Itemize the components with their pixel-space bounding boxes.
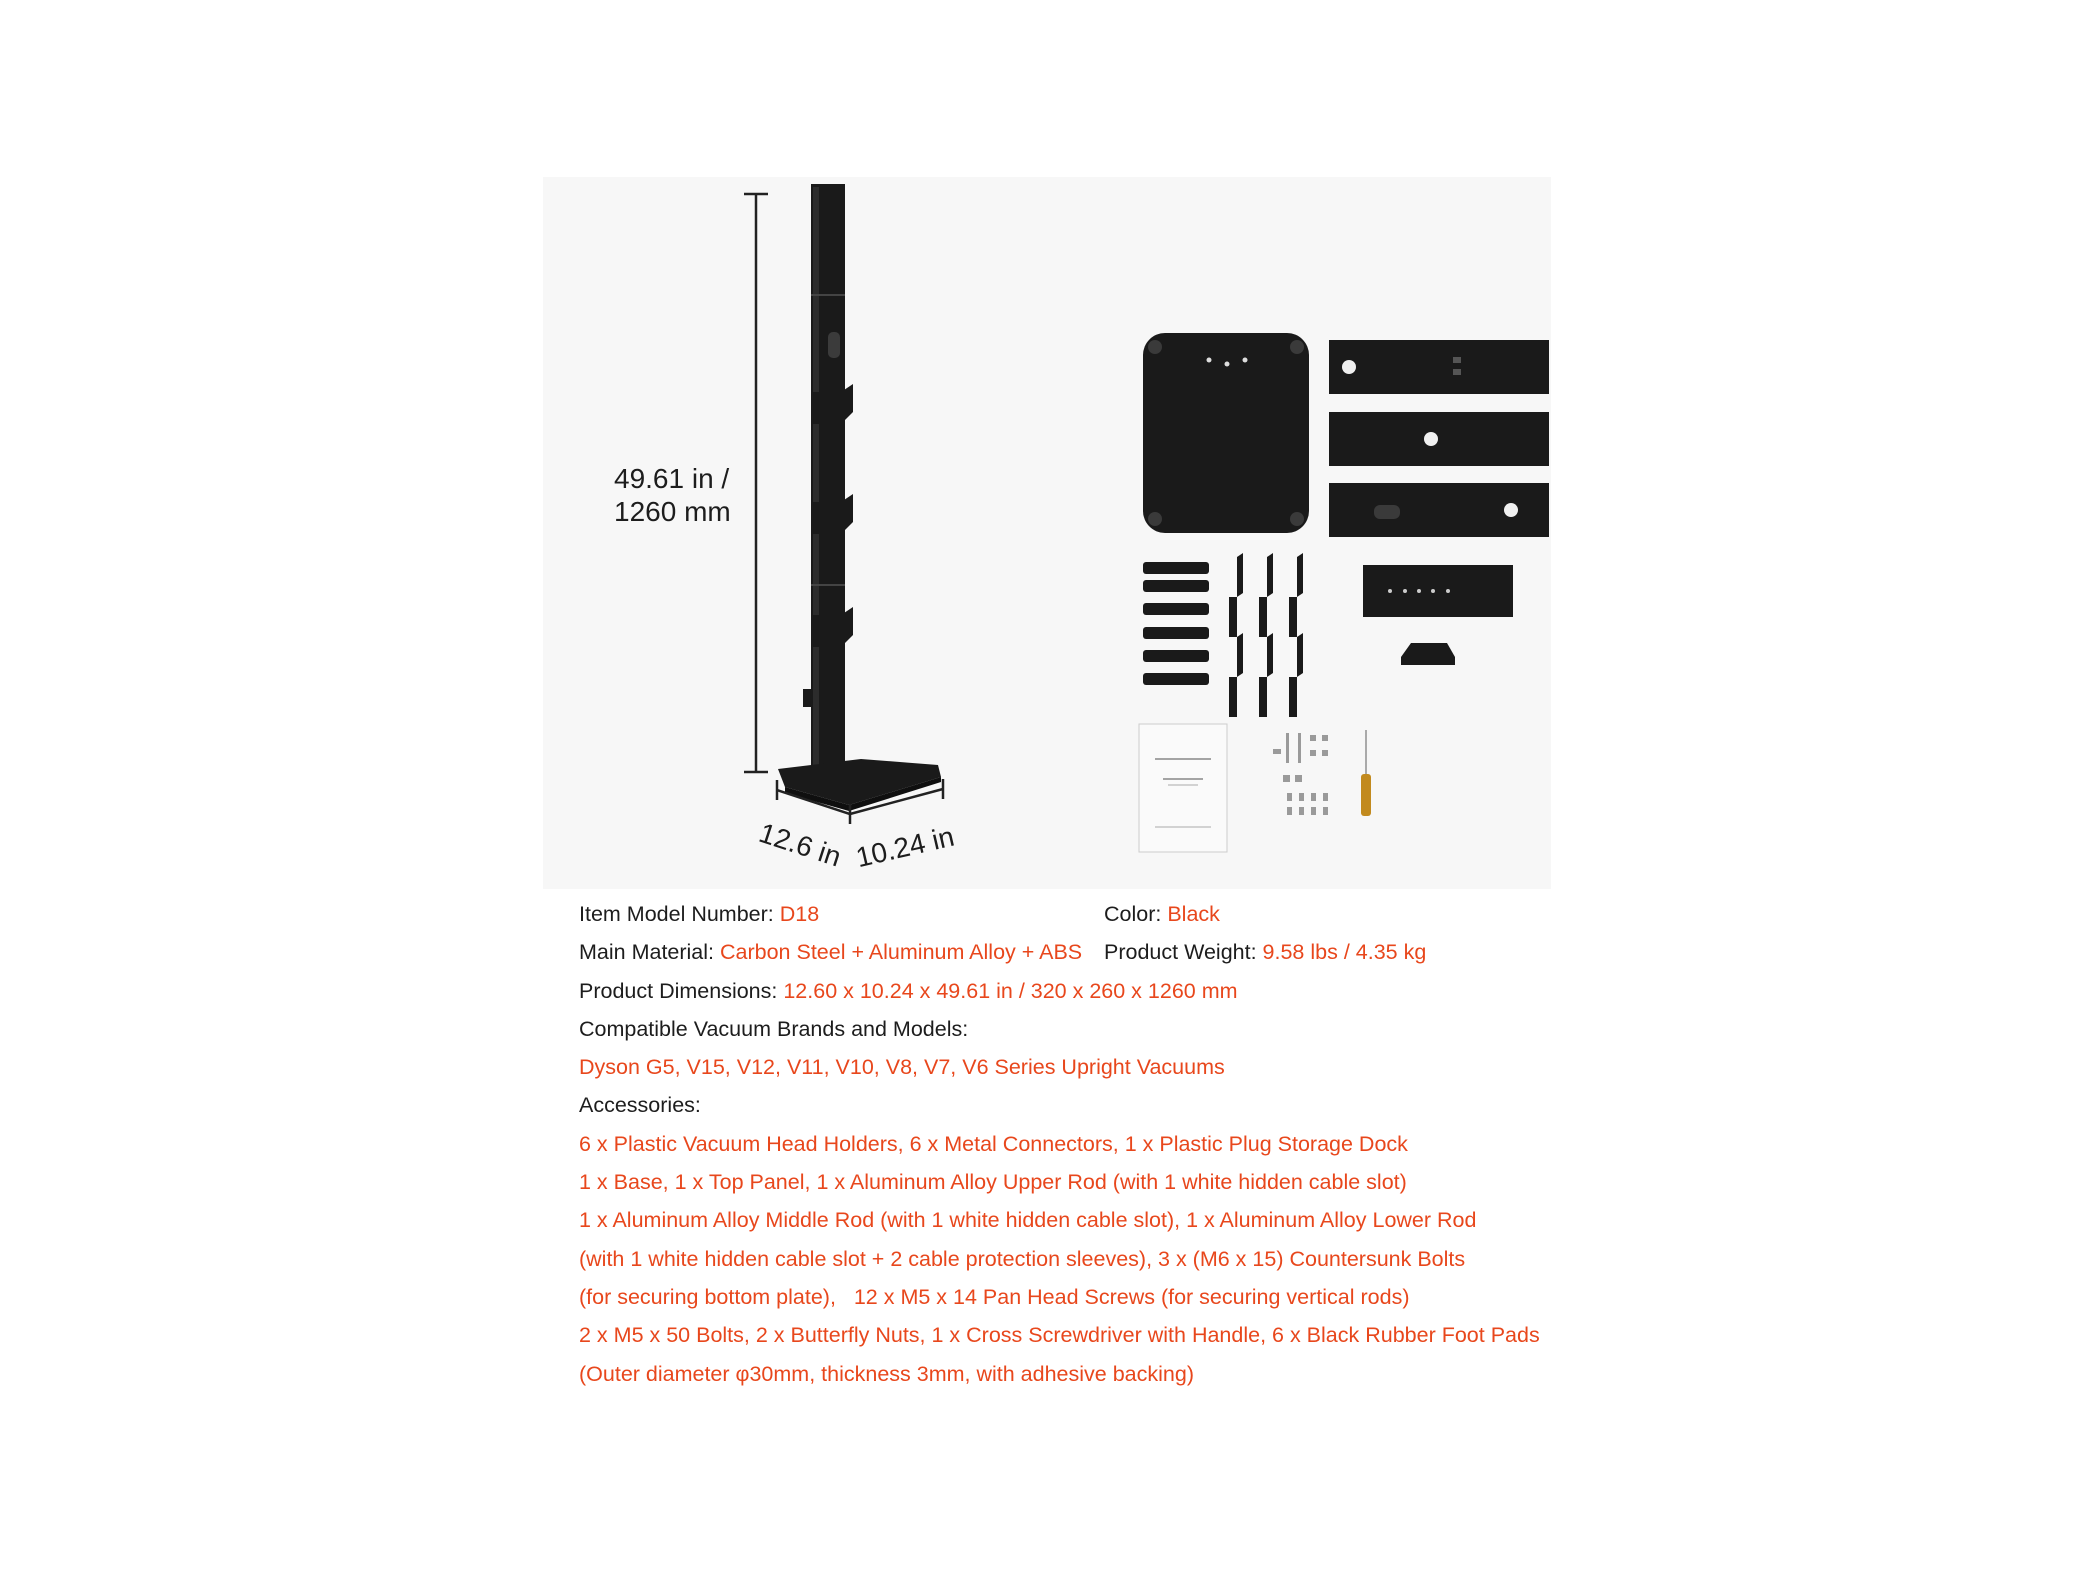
material-value: Carbon Steel + Aluminum Alloy + ABS xyxy=(720,940,1083,965)
weight-value: 9.58 lbs / 4.35 kg xyxy=(1262,940,1427,965)
weight-spec xyxy=(1104,933,1426,971)
screws-and-bolts xyxy=(1273,733,1328,815)
accessories-line: (with 1 white hidden cable slot + 2 cable protection sleeves), 3 x (M6 x 15) Countersunk Bolts xyxy=(579,1246,1466,1271)
product-info-card xyxy=(543,177,1551,1397)
spec-row xyxy=(579,972,1539,1010)
screwdriver xyxy=(1361,730,1371,816)
compatible-value: Dyson G5, V15, V12, V11, V10, V8, V7, V6 Series Upright Vacuums xyxy=(579,1055,1225,1080)
width-label: 10.24 in xyxy=(853,820,958,874)
depth-label: 12.6 in xyxy=(755,817,845,873)
model-label: Item Model Number: xyxy=(579,902,780,926)
dimensions-value: 12.60 x 10.24 x 49.61 in / 320 x 260 x 1260 mm xyxy=(783,978,1238,1003)
color-value: Black xyxy=(1167,902,1220,926)
accessories-label: Accessories: xyxy=(579,1093,701,1118)
top-panel-part xyxy=(1363,565,1513,617)
plug-dock-part xyxy=(1401,643,1455,665)
accessories-line: (for securing bottom plate), 12 x M5 x 14 Pan Head Screws (for securing vertical rods) xyxy=(579,1284,1410,1309)
accessories-line: (Outer diameter φ30mm, thickness 3mm, with adhesive backing) xyxy=(579,1361,1194,1386)
color-label: Color: xyxy=(1104,902,1168,926)
accessories-line: 1 x Base, 1 x Top Panel, 1 x Aluminum Alloy Upper Rod (with 1 white hidden cable slot) xyxy=(579,1170,1407,1195)
manual-booklet xyxy=(1139,724,1227,852)
weight-label: Product Weight: xyxy=(1104,940,1263,965)
product-illustration xyxy=(543,177,1551,889)
rod-parts xyxy=(1329,340,1549,537)
vacuum-stand xyxy=(778,184,941,811)
dimensions-label: Product Dimensions: xyxy=(579,978,784,1003)
height-label-line2: 1260 mm xyxy=(614,496,731,527)
accessories-line: 1 x Aluminum Alloy Middle Rod (with 1 white hidden cable slot), 1 x Aluminum Alloy Lower Rod xyxy=(579,1208,1477,1233)
metal-connectors xyxy=(1143,562,1209,685)
vacuum-stand-drawing xyxy=(543,177,1551,889)
compatible-label: Compatible Vacuum Brands and Models: xyxy=(579,1016,969,1041)
height-label-line1: 49.61 in / xyxy=(614,463,730,494)
spec-list xyxy=(579,895,1539,1393)
accessories-line: 2 x M5 x 50 Bolts, 2 x Butterfly Nuts, 1 x Cross Screwdriver with Handle, 6 x Black Rubber Foot Pads xyxy=(579,1323,1540,1348)
material-label: Main Material: xyxy=(579,940,720,965)
model-value: D18 xyxy=(779,902,820,926)
base-plate-part xyxy=(1143,333,1309,533)
height-dimension-line xyxy=(744,194,768,772)
accessories-line: 6 x Plastic Vacuum Head Holders, 6 x Metal Connectors, 1 x Plastic Plug Storage Dock xyxy=(579,1131,1408,1156)
spec-row xyxy=(579,895,1539,933)
color-spec xyxy=(1104,895,1220,933)
head-holders xyxy=(1229,553,1303,717)
spec-row xyxy=(579,933,1539,971)
